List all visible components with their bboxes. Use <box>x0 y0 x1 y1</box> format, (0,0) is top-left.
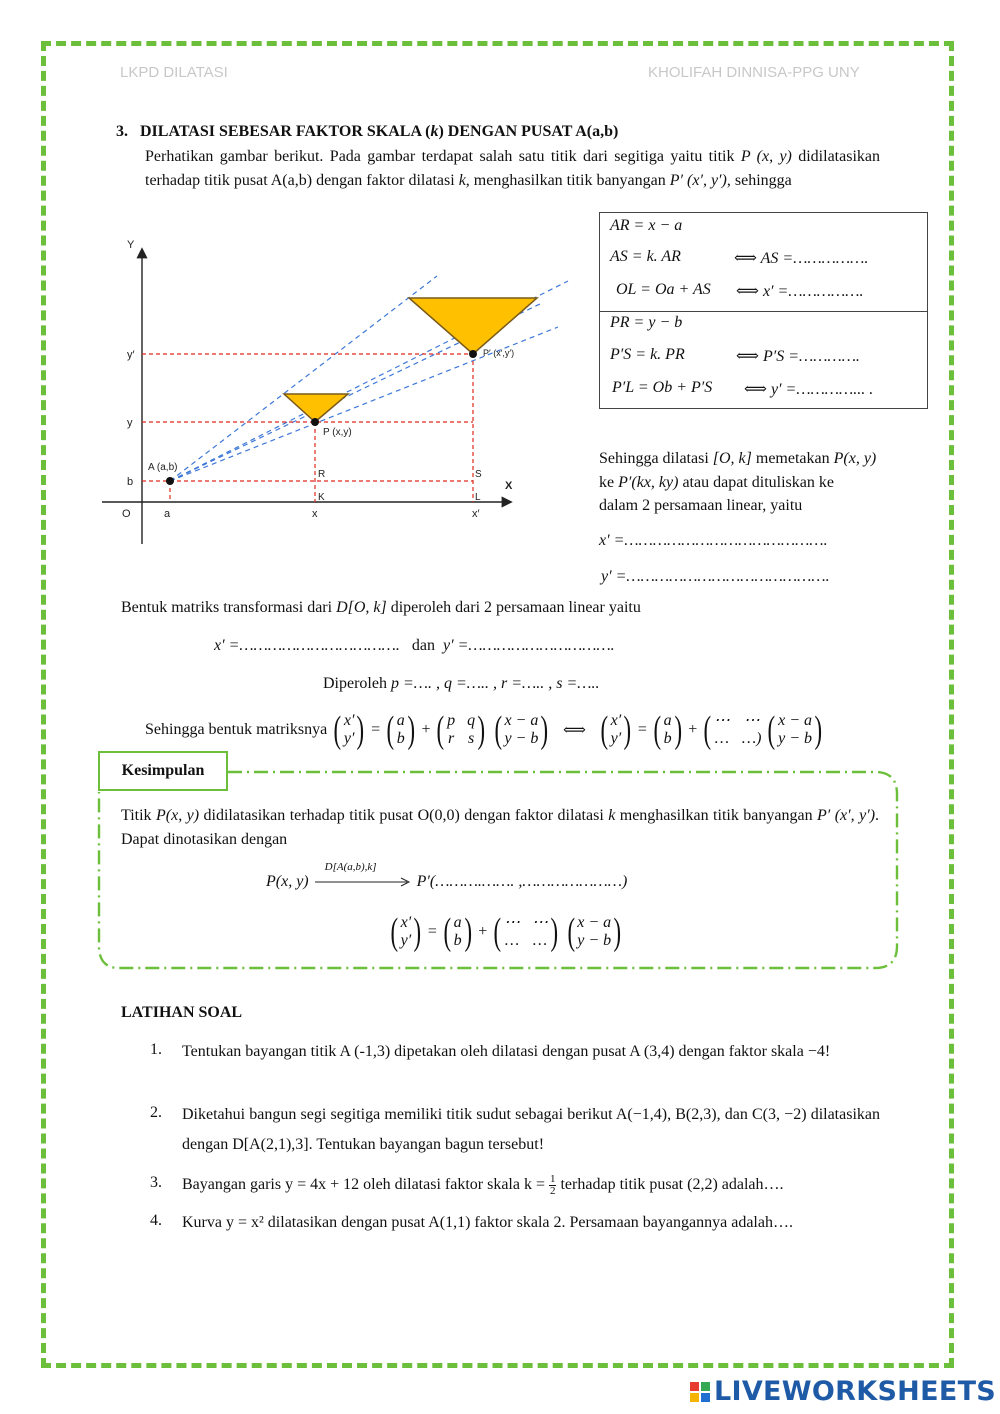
equation-divider <box>600 311 927 312</box>
liveworksheets-logo <box>690 1376 996 1407</box>
line-yp: y′ =…………………………. <box>443 637 615 654</box>
side-a-m: [O, k] <box>712 450 752 467</box>
v-yp-2: y′ <box>610 730 622 747</box>
soal-2-text: Diketahui bangun segi segitiga memiliki titik sudut sebagai berikut A(−1,4), B(2,3), dan C(3, −2) dilatasikan dengan D[A(2,1),3]. Tentukan bayangan bagun tersebut! <box>182 1106 880 1153</box>
kv-a: a <box>453 914 462 931</box>
intro-p2: P′ (x′, y′) <box>669 171 727 189</box>
title-k: k <box>430 123 439 140</box>
eq-as: AS = k. AR <box>610 248 681 265</box>
kesimpulan-tab: Kesimpulan <box>98 751 228 791</box>
intro-3: , menghasilkan titik banyangan <box>465 171 666 189</box>
line-pqrs: p =…. , q =….. , r =….. , s =….. <box>390 675 600 692</box>
vec-xy-prime-2: ( x′ y′ ) <box>600 709 632 751</box>
kes-p1: Titik <box>121 807 152 824</box>
header-right: KHOLIFAH DINNISA-PPG UNY <box>648 64 860 81</box>
label-tick-xp: x′ <box>472 508 480 520</box>
side-b-m: P′(kx, ky) <box>618 473 679 491</box>
matrix-intro-a: Bentuk matriks transformasi dari <box>121 599 333 616</box>
soal-1-text: Tentukan bayangan titik A (-1,3) dipetakan oleh dilatasi dengan pusat A (3,4) dengan faktor skala −4! <box>182 1043 831 1060</box>
k-vec-diff: ( x − a y − b ) <box>567 911 622 953</box>
intro-2: didilatasikan terhadap titik pusat A(a,b) dengan faktor dilatasi <box>145 148 880 189</box>
label-l: L <box>475 492 481 503</box>
m-r: r <box>448 730 455 747</box>
md-4: …) <box>741 730 762 747</box>
vec-diff: ( x − a y − b ) <box>494 709 549 751</box>
kd-2: ⋯ <box>531 914 548 931</box>
md-3: … <box>714 730 730 747</box>
matrix-intro-m: D[O, k] <box>336 599 387 616</box>
side-a-m2: P(x, y) <box>833 450 877 467</box>
label-point-p: P (x,y) <box>323 427 352 438</box>
v-b-2: b <box>663 730 672 747</box>
point-p-prime <box>469 350 477 358</box>
side-a2: memetakan <box>755 450 830 467</box>
soal-3-fraction <box>549 1174 557 1197</box>
kd-1: ⋯ <box>503 914 520 931</box>
map-over: D[A(a,b),k] <box>324 861 377 873</box>
frac-num: 1 <box>549 1172 556 1185</box>
kv-b: b <box>453 932 462 949</box>
kesimpulan-matrix <box>388 910 624 954</box>
eq-as-fill: ⟺ AS =……………. <box>734 250 869 267</box>
matrix-pqrs: ( p q r s ) <box>437 709 486 751</box>
soal-4-num: 4. <box>150 1212 162 1229</box>
kv-yb: y − b <box>577 932 612 949</box>
matrix-label: Sehingga bentuk matriksnya <box>145 721 328 738</box>
label-s: S <box>475 469 482 480</box>
label-tick-x: x <box>312 508 318 520</box>
m-s: s <box>468 730 475 747</box>
soal-3-text-b: terhadap titik pusat (2,2) adalah…. <box>560 1176 784 1193</box>
plus-sign: + <box>421 721 431 738</box>
soal-3 <box>150 1170 880 1200</box>
section-intro <box>145 145 880 192</box>
kes-p2-k: k <box>608 807 616 824</box>
side-xp-blank: x′ =……………………………………. <box>599 532 828 549</box>
kd-3: … <box>504 932 520 949</box>
label-tick-b: b <box>127 476 134 488</box>
vec-ab: ( a b ) <box>386 709 415 751</box>
intro-p: P (x, y) <box>740 148 792 165</box>
label-x-axis: X <box>505 480 513 492</box>
label-y-axis: Y <box>127 239 135 251</box>
eq-ol: OL = Oa + AS <box>616 281 711 298</box>
k-matrix-dots: ( ⋯ ⋯ … … ) <box>493 911 559 953</box>
side-a: Sehingga dilatasi <box>599 450 709 467</box>
kes-p3-m: P′ (x′, y′) <box>817 807 876 824</box>
logo-mark-icon <box>690 1382 710 1402</box>
label-origin: O <box>122 508 131 520</box>
vec-ab-2: ( a b ) <box>653 709 682 751</box>
latihan-title: LATIHAN SOAL <box>121 1004 243 1021</box>
title-part-a: DILATASI SEBESAR FAKTOR SKALA ( <box>140 123 431 140</box>
v-xp-2: x′ <box>610 712 622 729</box>
frac-den: 2 <box>549 1184 556 1197</box>
v-a: a <box>396 712 405 729</box>
map-left: P(x, y) <box>266 873 309 890</box>
side-text <box>599 447 929 518</box>
kes-p3: menghasilkan titik banyangan <box>619 807 813 824</box>
eq-ps-fill: ⟺ P′S =…………. <box>736 348 860 365</box>
side-b2: atau dapat dituliskan ke <box>682 473 834 491</box>
title-part-b: ) DENGAN PUSAT A(a,b) <box>438 123 619 140</box>
header-left: LKPD DILATASI <box>120 64 228 81</box>
soal-2-num: 2. <box>150 1104 162 1121</box>
kd-4: … <box>532 932 548 949</box>
soal-1-num: 1. <box>150 1041 162 1058</box>
label-tick-a: a <box>164 508 171 520</box>
soal-2 <box>150 1100 880 1160</box>
v-yb-2: y − b <box>778 730 813 747</box>
v-yp: y′ <box>343 730 355 747</box>
kes-p2: didilatasikan terhadap titik pusat O(0,0) dengan faktor dilatasi <box>203 807 604 824</box>
line-xp: x′ =……………………………. <box>214 637 400 654</box>
dilation-figure <box>100 232 590 552</box>
v-yb: y − b <box>504 730 539 747</box>
v-b: b <box>396 730 405 747</box>
kv-yp: y′ <box>400 932 412 949</box>
soal-3-num: 3. <box>150 1174 162 1191</box>
line-diperoleh: Diperoleh <box>323 675 387 692</box>
eq-sign: = <box>371 721 381 738</box>
v-xa: x − a <box>504 712 539 729</box>
guide-lines <box>142 354 473 502</box>
matrix-intro-b: diperoleh dari 2 persamaan linear yaitu <box>390 599 641 616</box>
matrix-intro <box>121 599 641 617</box>
side-yp-blank: y′ =……………………………………. <box>601 568 830 585</box>
eq-pl-fill: ⟺ y′ =…………... . <box>744 381 874 398</box>
iff-sign: ⟺ <box>563 722 586 739</box>
section-number: 3. <box>116 123 128 140</box>
v-a-2: a <box>663 712 672 729</box>
plus-sign-2: + <box>688 721 698 738</box>
vec-xy-prime: ( x′ y′ ) <box>333 709 365 751</box>
eq-sign-2: = <box>637 721 647 738</box>
line-dan: dan <box>411 637 435 654</box>
pqrs-line <box>323 675 600 693</box>
equation-box <box>599 212 928 409</box>
matrix-dots: ( ⋯ ⋯ … …) <box>703 709 762 751</box>
mapping-notation <box>266 861 628 891</box>
soal-3-text-a: Bayangan garis y = 4x + 12 oleh dilatasi faktor skala k = <box>182 1176 545 1193</box>
k-eq: = <box>427 923 437 940</box>
side-b: ke <box>599 473 615 491</box>
soal-4-text: Kurva y = x² dilatasikan dengan pusat A(1,1) faktor skala 2. Persamaan bayangannya adalah…. <box>182 1214 793 1231</box>
side-c: dalam 2 persamaan linear, yaitu <box>599 497 803 514</box>
map-right: P′(……….……. ,…………………) <box>416 873 628 890</box>
eq-pr: PR = y − b <box>610 314 683 331</box>
m-p: p <box>447 712 456 729</box>
eq-ol-fill: ⟺ x′ =……………. <box>736 283 864 300</box>
label-r: R <box>318 469 326 480</box>
section-title <box>116 123 618 141</box>
label-point-a: A (a,b) <box>148 462 178 473</box>
md-2: ⋯ <box>743 712 760 729</box>
intro-k: k <box>458 171 466 189</box>
label-point-p-prime: P′ (x′,y′) <box>483 348 515 358</box>
vec-diff-2: ( x − a y − b ) <box>768 709 823 751</box>
soal-4 <box>150 1208 880 1238</box>
map-arrow <box>315 861 411 889</box>
intro-1: Perhatikan gambar berikut. Pada gambar terdapat salah satu titik dari segitiga yaitu titik <box>145 148 735 165</box>
original-triangle <box>284 394 348 422</box>
soal-1 <box>150 1037 880 1067</box>
k-vec-xy: ( x′ y′ ) <box>390 911 422 953</box>
md-1: ⋯ <box>713 712 730 729</box>
point-p <box>311 418 319 426</box>
eq-ps: P′S = k. PR <box>610 346 685 363</box>
kes-p4: . Dapat dinotasikan dengan <box>121 807 880 848</box>
intro-4: , sehingga <box>726 171 792 189</box>
label-tick-y: y <box>127 417 133 429</box>
eq-pl: P′L = Ob + P′S <box>612 379 713 396</box>
k-vec-ab: ( a b ) <box>443 911 472 953</box>
kes-p1-m: P(x, y) <box>155 807 200 824</box>
matrix-equation <box>145 706 825 754</box>
label-tick-yp: y′ <box>127 349 135 361</box>
v-xp: x′ <box>343 712 355 729</box>
m-q: q <box>467 712 476 729</box>
k-plus: + <box>478 923 488 940</box>
point-a <box>166 477 174 485</box>
eq-ar: AR = x − a <box>610 217 683 234</box>
image-triangle <box>409 298 537 354</box>
v-xa-2: x − a <box>778 712 813 729</box>
kesimpulan-text <box>121 804 879 852</box>
linear-equations-line <box>214 637 615 655</box>
kv-xp: x′ <box>400 914 412 931</box>
kv-xa: x − a <box>577 914 612 931</box>
logo-wordmark: LIVEWORKSHEETS <box>714 1376 997 1407</box>
label-k: K <box>318 492 325 503</box>
